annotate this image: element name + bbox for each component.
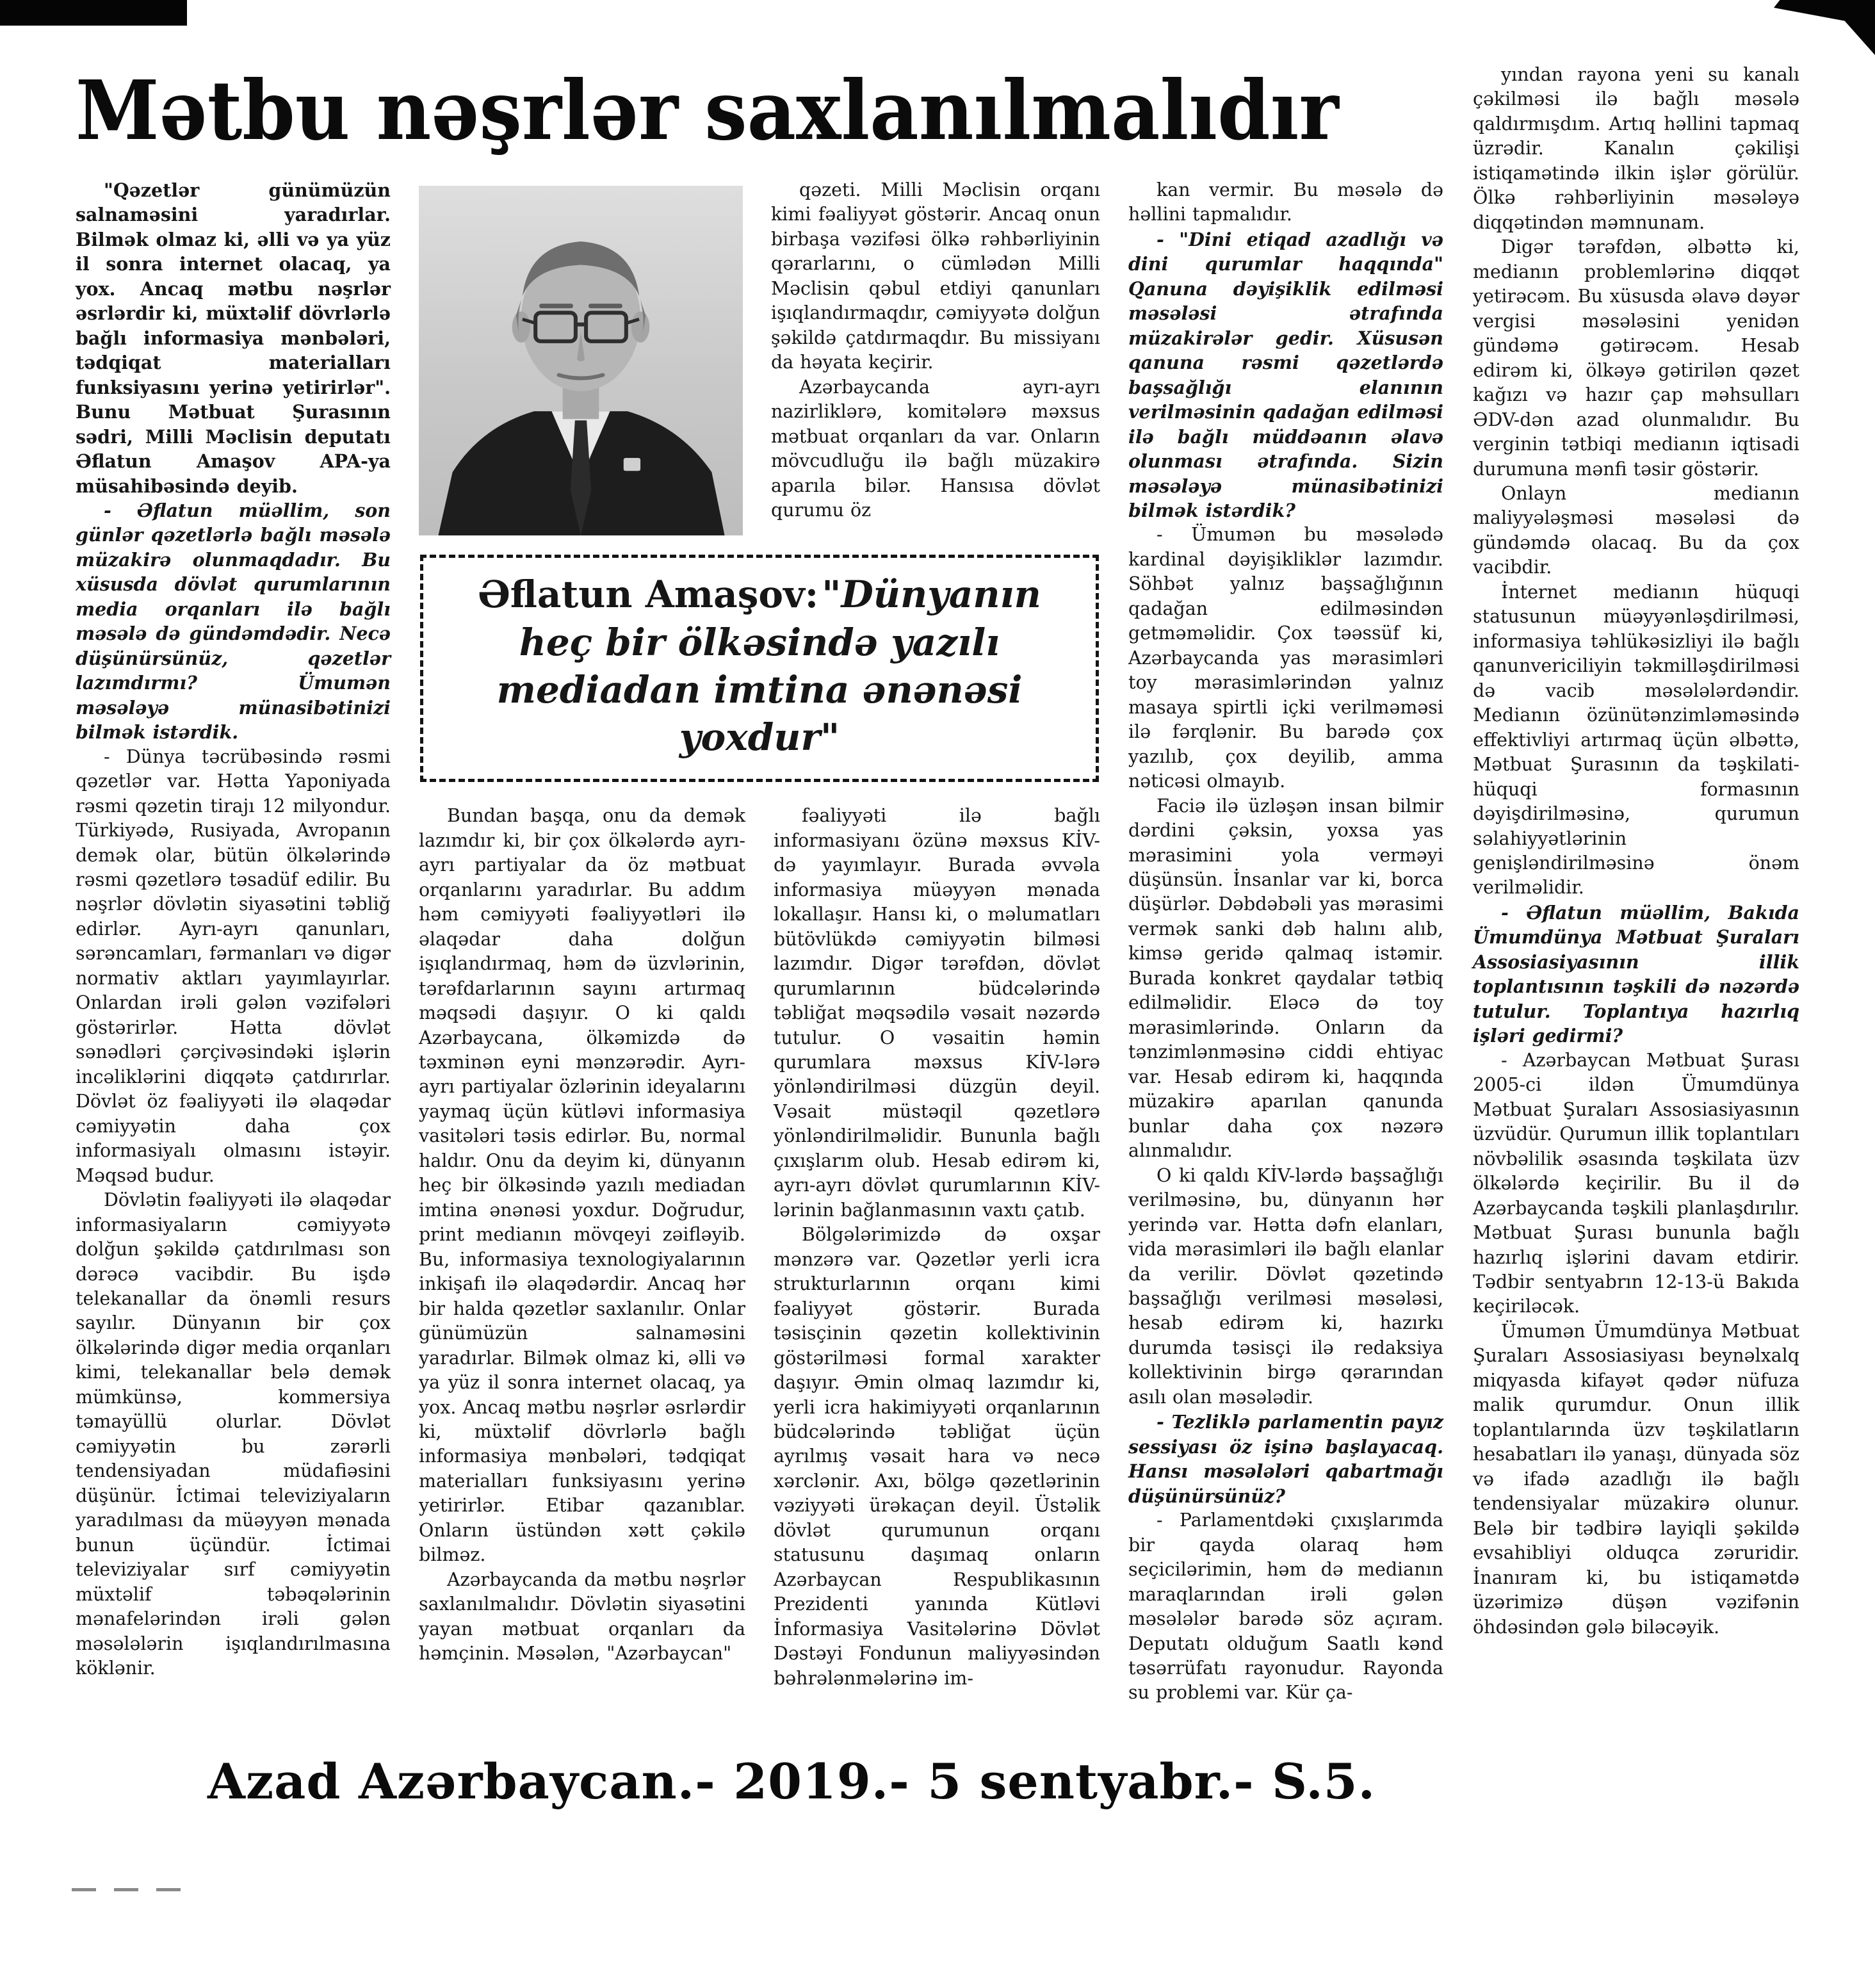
paragraph: - Ümumən bu məsələdə kardinal dəyişikliklər lazımdır. Söhbət yalnız başsağlığının qadağan edilməsindən getməməlidir. Çox təəssüf ki, Azərbaycanda yas mərasimləri toy mərasimlərindən yalnız masaya spirtli içki verilməməsi ilə fərqlənir. Bu barədə çox yazılıb, çox deyilib, amma nəticəsi olmayıb. [1128, 524, 1443, 792]
middle-region [419, 178, 1100, 1706]
article-body [76, 56, 1799, 1706]
pull-quote-text [440, 571, 1079, 761]
interview-question: - Əflatun müəllim, son günlər qəzetlərlə bağlı məsələ müzakirə olunmaqdadır. Bu xüsusda dövlət qurumlarının media orqanları ilə bağlı məsələ də gündəmdədir. Necə düşünürsünüz, qəzetlər lazımdırmı? Ümumən məsələyə münasibətinizi bilmək istərdik. [76, 499, 391, 744]
paragraph: - Parlamentdəki çıxışlarımda bir qayda olaraq həm seçicilərimin, həm də medianın maraqlarından irəli gələn məsələlər barədə söz açıram. Deputatı olduğum Saatlı kənd təsərrüfatı rayonudur. Rayonda su problemi var. Kür ça- [1128, 1510, 1443, 1704]
column-1 [76, 178, 391, 1706]
column-3-bottom [774, 804, 1100, 1691]
column-2-bottom [419, 804, 745, 1691]
paragraph: Digər tərəfdən, əlbəttə ki, medianın problemlərinə diqqət yetirəcəm. Bu xüsusda əlavə dəyər vergisi məsələsini yenidən gündəmə gətirəcəm. Hesab edirəm ki, ölkəyə gətirilən qəzet kağızı və hazır çap məhsulları ƏDV-dən azad olunmalıdır. Bu verginin tətbiqi medianın iqtisadi durumuna mənfi təsir göstərir. [1473, 236, 1799, 480]
paragraph: Azərbaycanda da mətbu nəşrlər saxlanılmalıdır. Dövlətin siyasətini yayan mətbuat orqanları da həmçinin. Məsələn, "Azərbaycan" [419, 1568, 745, 1665]
portrait-photo-graphic [419, 186, 743, 535]
article-headline: Mətbu nəşrlər saxlanılmalıdır [76, 62, 1339, 159]
column-4 [1128, 178, 1443, 1706]
paragraph: - Azərbaycan Mətbuat Şurası 2005-ci ildən Ümumdünya Mətbuat Şuraları Assosiasiyasının üzvüdür. Qurumun illik toplantıları növbəlilik əsasında təşkilata üzv ölkələrdə keçirilir. Bu il də Azərbaycanda təşkili planlaşdırılır. Mətbuat Şurası bununla bağlı hazırlıq işlərini davam etdirir. Tədbir sentyabrın 12-13-ü Bakıda keçiriləcək. [1473, 1049, 1799, 1317]
pull-quote-speaker: Əflatun Amaşov: [478, 573, 819, 617]
paragraph: Onlayn medianın maliyyələşməsi məsələsi də gündəmdə olacaq. Bu da çox vacibdir. [1473, 482, 1799, 578]
paragraph: Bölgələrimizdə də oxşar mənzərə var. Qəzetlər yerli icra strukturlarının orqanı kimi fəaliyyət göstərir. Burada təsisçinin qəzetin kollektivinin göstərilməsi formal xarakter daşıyır. Əmin olmaq lazımdır ki, yerli icra hakimiyyəti orqanlarının büdcələrində təbliğat üçün ayrılmış vəsait hara və necə xərclənir. Axı, bölgə qəzetlərinin vəziyyəti ürəkaçan deyil. Üstəlik dövlət qurumunun orqanı statusunu daşımaq onların Azərbaycan Respublikasının Prezidenti yanında Kütləvi İnformasiya Vasitələrinə Dövlət Dəstəyi Fondunun maliyyəsindən bəhrələnmələrinə im- [774, 1224, 1100, 1689]
pull-quote-box [420, 555, 1099, 782]
middle-bottom [419, 804, 1100, 1691]
paragraph: İnternet medianın hüquqi statusunun müəyyənləşdirilməsi, informasiya təhlükəsizliyi ilə bağlı qanunvericiliyin təkmilləşdirilməsi də vacib məsələlərdəndir. Medianın özünütənzimləməsində effektivliyi artırmaq üçün əlbəttə, Mətbuat Şurasının da təşkilati-hüquqi formasının dəyişdirilməsinə, qurumun səlahiyyətlərinin genişləndirilməsinə önəm verilməlidir. [1473, 581, 1799, 899]
paragraph: yından rayona yeni su kanalı çəkilməsi ilə bağlı məsələ qaldırmışdım. Artıq həllini tapmaq üzrədir. Kanalın çəkilişi istiqamətində ilkin işlər görülür. Ölkə rəhbərliyinin məsələyə diqqətindən məmnunam. [1473, 64, 1799, 233]
interview-question: - Əflatun müəllim, Bakıda Ümumdünya Mətbuat Şuraları Assosiasiyasının illik toplantısının təşkili də nəzərdə tutulur. Toplantıya hazırlıq işləri gedirmi? [1473, 901, 1799, 1047]
paragraph: "Qəzetlər günümüzün salnaməsini yaradırlar. Bilmək olmaz ki, əlli və ya yüz il sonra internet olacaq, ya yox. Ancaq mətbu nəşrlər əsrlərdir ki, müxtəlif dövrlərlə bağlı informasiya mənbələri, tədqiqat materialları funksiyasını yerinə yetirirlər". Bunu Mətbuat Şurasının sədri, Milli Məclisin deputatı Əflatun Amaşov APA-ya müsahibəsində deyib. [76, 179, 391, 497]
paragraph: kan vermir. Bu məsələ də həllini tapmalıdır. [1128, 179, 1443, 225]
paragraph: Azərbaycanda ayrı-ayrı nazirliklərə, komitələrə məxsus mətbuat orqanları da var. Onların mövcudluğu ilə bağlı müzakirə aparıla bilər. Hansısa dövlət qurumu öz [771, 376, 1100, 521]
paragraph: - Dünya təcrübəsində rəsmi qəzetlər var. Hətta Yaponiyada rəsmi qəzetin tirajı 12 milyondur. Türkiyədə, Rusiyada, Avropanın demək olar, bütün ölkələrində rəsmi qəzetlərə təsadüf edilir. Bu nəşrlər dövlətin siyasətini təbliğ edirlər. Ayrı-ayrı qanunları, sərəncamları, fərmanları və digər normativ aktları yayımlayırlar. Onlardan irəli gələn vəzifələri göstərirlər. Hətta dövlət sənədləri çərçivəsindəki işlərin incəliklərini diqqətə çatdırırlar. Dövlət öz fəaliyyəti ilə əlaqədar cəmiyyətin daha çox informasiyalı olmasını istəyir. Məqsəd budur. [76, 745, 391, 1186]
scan-artifact-bottom-left [72, 1888, 181, 1891]
article-main-area [76, 56, 1443, 1706]
portrait-photo [419, 178, 743, 535]
column-5 [1473, 56, 1799, 1640]
paragraph: Dövlətin fəaliyyəti ilə əlaqədar informasiyaların cəmiyyətə dolğun şəkildə çatdırılması son dərəcə vacibdir. Bu işdə telekanallar da önəmli resurs sayılır. Dünyanın bir çox ölkələrində digər media orqanları kimi, telekanallar belə demək mümkünsə, kommersiya təmayüllü olurlar. Dövlət cəmiyyətin bu zərərli tendensiyadan müdafiəsini düşünür. İctimai televiziyaların yaradılması da müəyyən mənada bunun üçündür. İctimai televiziyalar sırf cəmiyyətin müxtəlif təbəqələrinin mənafelərindən irəli gələn məsələlərin işıqlandırılmasına köklənir. [76, 1189, 391, 1679]
paragraph: fəaliyyəti ilə bağlı informasiyanı özünə məxsus KİV-də yayımlayır. Burada əvvəla informasiya müəyyən mənada lokallaşır. Hansı ki, o məlumatları bütövlükdə cəmiyyətin bilməsi lazımdır. Digər tərəfdən, dövlət qurumlarının büdcələrində təbliğat məqsədilə vəsait nəzərdə tutulur. O vəsaitin həmin qurumlara məxsus KİV-lərə yönləndirilməsi düzgün deyil. Vəsait müstəqil qəzetlərə yönləndirilməlidir. Bununla bağlı çıxışlarım olub. Hesab edirəm ki, ayrı-ayrı dövlət qurumlarının KİV-lərinin bağlanmasının vaxtı çatıb. [774, 805, 1100, 1221]
scan-artifact-top-right [1774, 0, 1875, 55]
source-citation: Azad Azərbaycan.- 2019.- 5 sentyabr.- S.5. [207, 1752, 1376, 1810]
paragraph: Bundan başqa, onu da demək lazımdır ki, bir çox ölkələrdə ayrı-ayrı partiyalar da öz mətbuat orqanlarını yaradırlar. Bu addım həm cəmiyyəti fəaliyyətləri ilə əlaqədar daha dolğun işıqlandırmaq, həm də üzvlərinin, tərəfdarlarının sayını artırmaq məqsədi daşıyır. O ki qaldı Azərbaycana, ölkəmizdə də təxminən eyni mənzərədir. Ayrı-ayrı partiyalar özlərinin ideyalarını yaymaq üçün kütləvi informasiya vasitələri təsis edirlər. Bu, normal haldır. Onu da deyim ki, dünyanın heç bir ölkəsində yazılı mediadan imtina ənənəsi yoxdur. Doğrudur, print medianın mövqeyi zəifləyib. Bu, informasiya texnologiyalarının inkişafı ilə əlaqədərdir. Ancaq hər bir halda qəzetlər saxlanılır. Onlar günümüzün salnaməsini yaradırlar. Bilmək olmaz ki, əlli və ya yüz il sonra internet olacaq, ya yox. Ancaq mətbu nəşrlər əsrlərdir ki, müxtəlif dövrlərlə bağlı informasiya mənbələri, tədqiqat materialları funksiyasını yerinə yetirirlər. Etibar qazanıblar. Onların üstündən xətt çəkilə bilməz. [419, 805, 745, 1566]
middle-top [419, 178, 1100, 535]
interview-question: - Tezliklə parlamentin payız sessiyası öz işinə başlayacaq. Hansı məsələləri qabartmağı düşünürsünüz? [1128, 1411, 1443, 1507]
paragraph: O ki qaldı KİV-lərdə başsağlığı verilməsinə, bu, dünyanın hər yerində var. Hətta dəfn elanları, vida mərasimləri ilə bağlı elanlar da verilir. Dövlət qəzetində başsağlığı verilməsi məsələsi, hesab edirəm ki, hazırkı durumda təsisçi ilə redaksiya kollektivinin birgə qərarından asılı olan məsələdir. [1128, 1164, 1443, 1408]
paragraph: qəzeti. Milli Məclisin orqanı kimi fəaliyyət göstərir. Ancaq onun birbaşa vəzifəsi ölkə rəhbərliyinin qərarlarını, o cümlədən Milli Məclisin qəbul etdiyi qanunları işıqlandırmaqdır, cəmiyyətə dolğun şəkildə çatdırmaqdır. Bu missiyanı da həyata keçirir. [771, 179, 1100, 373]
article-columns [76, 178, 1443, 1706]
paragraph: Faciə ilə üzləşən insan bilmir dərdini çəksin, yoxsa yas mərasimini yola verməyi düşünsün. İnsanlar var ki, borca düşürlər. Dəbdəbəli yas mərasimi vermək sanki dəb halını alıb, kimsə geridə qalmaq istəmir. Burada konkret qaydalar tətbiq edilməlidir. Eləcə də toy mərasimlərində. Onların da tənzimlənməsinə ciddi ehtiyac var. Hesab edirəm ki, haqqında müzakirə aparılan qanunda bunlar daha çox nəzərə alınmalıdır. [1128, 795, 1443, 1162]
interview-question: - "Dini etiqad azadlığı və dini qurumlar haqqında" Qanuna dəyişiklik edilməsi məsələsi ətrafında müzakirələr gedir. Xüsusən qanuna rəsmi qəzetlərdə başsağlığı elanının verilməsinin qadağan edilməsi ilə bağlı müddəanın əlavə olunması ətrafında. Sizin məsələyə münasibətinizi bilmək istərdik? [1128, 228, 1443, 521]
column-3-top [771, 178, 1100, 535]
paragraph: Ümumən Ümumdünya Mətbuat Şuraları Assosiasiyası beynəlxalq miqyasda kifayət qədər nüfuza malik qurumdur. Onun illik toplantılarında üzv təşkilatların hesabatları ilə yanaşı, dünyada söz və ifadə azadlığı ilə bağlı tendensiyalar müzakirə olunur. Belə bir tədbirə layiqli şəkildə evsahibliyi olduqca zəruridir. İnanıram ki, bu istiqamətdə üzərimizə düşən vəzifənin öhdəsindən gələ biləcəyik. [1473, 1320, 1799, 1638]
pull-quote-quote: "Dünyanın heç bir ölkəsində yazılı mediadan imtina ənənəsi yoxdur" [496, 573, 1041, 760]
scan-artifact-top-left [0, 0, 187, 26]
